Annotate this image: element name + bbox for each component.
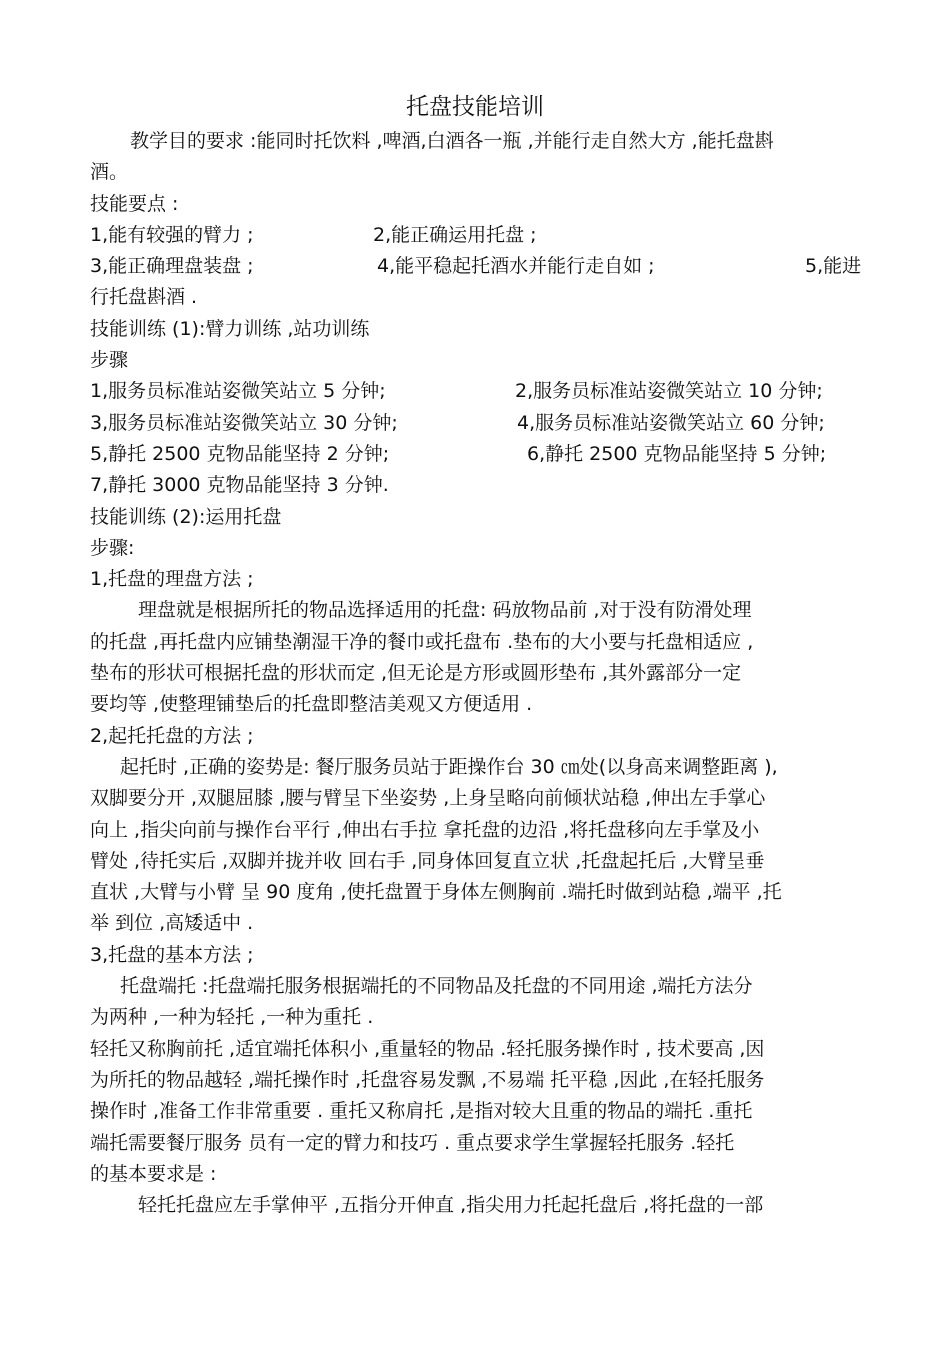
paragraph-line: 理盘就是根据所托的物品选择适用的托盘: 码放物品前 ,对于没有防滑处理 (138, 599, 752, 622)
skill-point: 2,能正确运用托盘 ; (373, 223, 537, 246)
paragraph-line: 直状 ,大臂与小臂 呈 90 度角 ,使托盘置于身体左侧胸前 .端托时做到站稳 ,端平 ,托 (90, 881, 782, 904)
paragraph-line: 操作时 ,准备工作非常重要 . 重托又称肩托 ,是指对较大且重的物品的端托 .重托 (90, 1100, 753, 1123)
step-item: 7,静托 3000 克物品能坚持 3 分钟. (90, 474, 389, 497)
method-heading: 3,托盘的基本方法 ; (90, 943, 254, 966)
paragraph-line: 托盘端托 :托盘端托服务根据端托的不同物品及托盘的不同用途 ,端托方法分 (120, 975, 753, 998)
step-item: 5,静托 2500 克物品能坚持 2 分钟; (90, 442, 390, 465)
paragraph-line: 要均等 ,使整理铺垫后的托盘即整洁美观又方便适用 . (90, 693, 533, 716)
paragraph-line: 垫布的形状可根据托盘的形状而定 ,但无论是方形或圆形垫布 ,其外露部分一定 (90, 662, 742, 685)
paragraph-line: 为两种 ,一种为轻托 ,一种为重托 . (90, 1006, 374, 1029)
paragraph-line: 为所托的物品越轻 ,端托操作时 ,托盘容易发飘 ,不易端 托平稳 ,因此 ,在轻托服务 (90, 1068, 765, 1091)
skill-point: 4,能平稳起托酒水并能行走自如 ; (377, 255, 655, 278)
paragraph-line: 轻托又称胸前托 ,适宜端托体积小 ,重量轻的物品 .轻托服务操作时 , 技术要高 ,因 (90, 1037, 765, 1060)
step-item: 4,服务员标准站姿微笑站立 60 分钟; (517, 411, 825, 434)
step-item: 1,服务员标准站姿微笑站立 5 分钟; (90, 380, 386, 403)
step-item: 6,静托 2500 克物品能坚持 5 分钟; (527, 442, 827, 465)
section-heading: 技能要点 : (90, 192, 179, 215)
skill-point: 1,能有较强的臂力 ; (90, 223, 254, 246)
skill-points-row (90, 251, 865, 282)
paragraph-line: 双脚要分开 ,双腿屈膝 ,腰与臂呈下坐姿势 ,上身呈略向前倾状站稳 ,伸出左手掌心 (90, 787, 766, 810)
steps-row (90, 439, 865, 470)
paragraph-line: 端托需要餐厅服务 员有一定的臂力和技巧 . 重点要求学生掌握轻托服务 .轻托 (90, 1131, 735, 1154)
step-item: 3,服务员标准站姿微笑站立 30 分钟; (90, 411, 398, 434)
skill-point: 3,能正确理盘装盘 ; (90, 255, 254, 278)
paragraph-line: 臂处 ,待托实后 ,双脚并拢并收 回右手 ,同身体回复直立状 ,托盘起托后 ,大臂呈垂 (90, 849, 765, 872)
document-body (90, 126, 865, 1221)
skill-points-row (90, 220, 865, 251)
step-item: 2,服务员标准站姿微笑站立 10 分钟; (515, 380, 823, 403)
method-heading: 1,托盘的理盘方法 ; (90, 568, 254, 591)
document-title: 托盘技能培训 (406, 94, 544, 120)
paragraph-line: 向上 ,指尖向前与操作台平行 ,伸出右手拉 拿托盘的边沿 ,将托盘移向左手掌及小 (90, 818, 760, 841)
steps-row (90, 408, 865, 439)
steps-row (90, 376, 865, 407)
steps-heading: 步骤 (90, 349, 129, 372)
paragraph-line: 酒。 (90, 161, 129, 184)
paragraph-line: 的基本要求是 : (90, 1162, 217, 1185)
steps-heading: 步骤: (90, 536, 135, 559)
paragraph-line: 轻托托盘应左手掌伸平 ,五指分开伸直 ,指尖用力托起托盘后 ,将托盘的一部 (138, 1194, 764, 1217)
skill-point: 5,能进 (805, 255, 862, 278)
method-heading: 2,起托托盘的方法 ; (90, 724, 254, 747)
paragraph-line: 的托盘 ,再托盘内应铺垫潮湿干净的餐巾或托盘布 .垫布的大小要与托盘相适应 , (90, 630, 754, 653)
paragraph-line: 举 到位 ,高矮适中 . (90, 912, 254, 935)
paragraph-line: 行托盘斟酒 . (90, 286, 198, 309)
section-heading: 技能训练 (2):运用托盘 (90, 505, 282, 528)
paragraph-line: 起托时 ,正确的姿势是: 餐厅服务员站于距操作台 30 ㎝处(以身高来调整距离 ), (120, 755, 778, 778)
section-heading: 技能训练 (1):臂力训练 ,站功训练 (90, 317, 370, 340)
paragraph-line: 教学目的要求 :能同时托饮料 ,啤酒,白酒各一瓶 ,并能行走自然大方 ,能托盘斟 (130, 130, 774, 152)
